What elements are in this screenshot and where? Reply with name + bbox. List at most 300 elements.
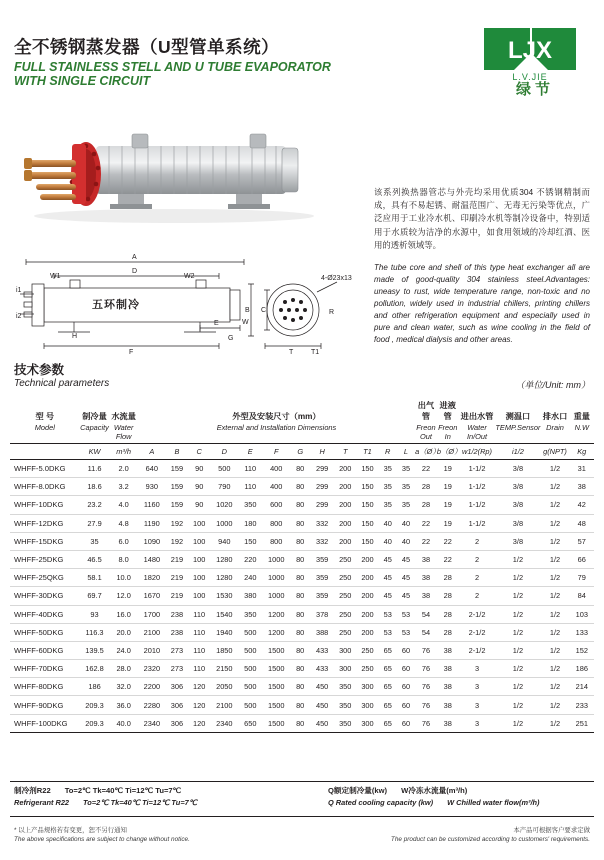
cell-value: 159: [166, 460, 188, 478]
note-refrigerant-cn: 制冷剂R22: [14, 786, 51, 795]
table-row: [10, 641, 594, 659]
cell-value: 1/2: [540, 714, 569, 732]
cell-model: WHFF-40DKG: [10, 605, 80, 623]
cell-value: 150: [356, 532, 378, 550]
cell-value: 306: [166, 678, 188, 696]
cell-value: 2-1/2: [459, 623, 496, 641]
cell-value: 20.0: [109, 623, 137, 641]
group-header-tempsensor-en: TEMP.Sensor: [495, 423, 541, 432]
cell-value: 3/8: [495, 532, 540, 550]
sub-header-a: A: [138, 444, 166, 460]
cell-value: 1190: [138, 514, 166, 532]
cell-value: 3: [459, 714, 496, 732]
cell-value: 350: [334, 714, 356, 732]
cell-model: WHFF-60DKG: [10, 641, 80, 659]
description-cn: 该系列换热器管芯与外壳均采用优质304 不锈钢精制而成，具有不易起锈、耐温范围广、无毒无污染等优点，广泛应用于工业冷水机、印刷冷水机等制冷设备中，特别适用于水质较为洁净的水源中，如食用领域的冷却红酒、医用的透析领域等。: [374, 187, 590, 250]
note-right-en: [328, 798, 540, 807]
cell-value: 332: [310, 532, 334, 550]
cell-value: 1/2: [540, 678, 569, 696]
cell-model: WHFF-80DKG: [10, 678, 80, 696]
cell-value: 76: [415, 641, 437, 659]
page-subtitle: [14, 60, 374, 88]
cell-value: 433: [310, 660, 334, 678]
cell-value: 200: [334, 514, 356, 532]
group-header-weight-en: N.W: [574, 423, 589, 432]
disclaimer-right: [350, 826, 590, 844]
cell-value: 19: [437, 460, 459, 478]
sub-header-a-dia: a（Ø）: [415, 444, 437, 460]
cell-model: WHFF-70DKG: [10, 660, 80, 678]
product-photo: [14, 108, 354, 238]
cell-value: 250: [334, 569, 356, 587]
page-subtitle-line1: FULL STAINLESS STELL AND U TUBE EVAPORATOR: [14, 60, 331, 74]
cell-value: 2010: [138, 641, 166, 659]
cell-value: 139.5: [80, 641, 110, 659]
cell-value: 28.0: [109, 660, 137, 678]
cell-value: 2340: [138, 714, 166, 732]
note-refrigerant-en: Refrigerant R22: [14, 798, 70, 807]
cell-value: 1-1/2: [459, 496, 496, 514]
cell-value: 23.2: [80, 496, 110, 514]
cell-value: 1200: [262, 605, 290, 623]
svg-text:W: W: [242, 319, 249, 326]
cell-value: 28: [437, 623, 459, 641]
tech-params-heading-cn: 技术参数: [14, 363, 65, 377]
cell-value: 28: [415, 478, 437, 496]
cell-value: 306: [166, 714, 188, 732]
cell-value: 200: [334, 532, 356, 550]
cell-value: 3/8: [495, 478, 540, 496]
cell-value: 150: [356, 460, 378, 478]
cell-value: 60: [397, 660, 415, 678]
cell-value: 32.0: [109, 678, 137, 696]
sub-header-m3h: m³/h: [109, 444, 137, 460]
cell-value: 58.1: [80, 569, 110, 587]
sub-header-blank: [10, 444, 80, 460]
svg-text:T1: T1: [311, 349, 320, 356]
cell-value: 11.6: [80, 460, 110, 478]
group-header-waterinout-cn: 进出水管: [460, 412, 494, 421]
cell-value: 1/2: [495, 696, 540, 714]
cell-value: 1500: [262, 641, 290, 659]
svg-text:B: B: [245, 307, 250, 314]
page-subtitle-line2: WITH SINGLE CIRCUIT: [14, 74, 151, 88]
cell-value: 180: [238, 514, 262, 532]
cell-value: 1/2: [540, 496, 569, 514]
dimension-drawing-end: [245, 268, 355, 358]
table-row: [10, 660, 594, 678]
cell-value: 200: [356, 605, 378, 623]
cell-value: 45: [397, 587, 415, 605]
cell-value: 238: [166, 605, 188, 623]
cell-value: 38: [437, 714, 459, 732]
cell-value: 120: [188, 696, 210, 714]
cell-value: 8.0: [109, 550, 137, 568]
cell-value: 16.0: [109, 605, 137, 623]
cell-value: 60: [397, 714, 415, 732]
table-row: [10, 623, 594, 641]
cell-value: 1000: [210, 514, 238, 532]
cell-value: 500: [238, 641, 262, 659]
cell-value: 1000: [262, 550, 290, 568]
cell-value: 31: [570, 460, 594, 478]
cell-value: 65: [379, 714, 397, 732]
cell-value: 150: [238, 532, 262, 550]
table-row: [10, 478, 594, 496]
cell-value: 6.0: [109, 532, 137, 550]
cell-value: 1/2: [495, 587, 540, 605]
cell-value: 1/2: [495, 569, 540, 587]
cell-value: 38: [570, 478, 594, 496]
cell-value: 38: [415, 569, 437, 587]
cell-model: WHFF-5.0DKG: [10, 460, 80, 478]
cell-value: 350: [334, 678, 356, 696]
cell-value: 38: [415, 550, 437, 568]
cell-value: 273: [166, 641, 188, 659]
cell-value: 3.2: [109, 478, 137, 496]
cell-value: 1-1/2: [459, 514, 496, 532]
cell-value: 80: [290, 514, 310, 532]
group-header-capacity-cn: 制冷量: [82, 412, 107, 421]
svg-text:W2: W2: [184, 273, 195, 280]
cell-value: 450: [310, 696, 334, 714]
cell-value: 300: [356, 678, 378, 696]
cell-value: 100: [188, 550, 210, 568]
sub-header-r: R: [379, 444, 397, 460]
cell-value: 66: [570, 550, 594, 568]
cell-value: 250: [356, 660, 378, 678]
cell-value: 38: [437, 641, 459, 659]
cell-value: 200: [356, 569, 378, 587]
svg-text:D: D: [132, 268, 138, 275]
cell-value: 299: [310, 460, 334, 478]
cell-value: 500: [238, 696, 262, 714]
cell-value: 38: [437, 678, 459, 696]
cell-value: 110: [188, 605, 210, 623]
cell-value: 2: [459, 532, 496, 550]
cell-value: 35: [397, 496, 415, 514]
cell-value: 1/2: [540, 550, 569, 568]
group-header-dimensions-cn: 外型及安装尺寸（mm）: [232, 412, 321, 421]
cell-value: 800: [262, 514, 290, 532]
cell-value: 42: [570, 496, 594, 514]
cell-value: 65: [379, 678, 397, 696]
cell-value: 650: [238, 714, 262, 732]
cell-value: 1/2: [495, 605, 540, 623]
table-row: [10, 605, 594, 623]
group-header-waterflow-cn: 水流量: [111, 412, 136, 421]
svg-text:L.V.JIE: L.V.JIE: [512, 72, 548, 82]
cell-value: 200: [334, 496, 356, 514]
cell-value: 159: [166, 478, 188, 496]
cell-value: 28: [437, 587, 459, 605]
svg-text:LJX: LJX: [507, 37, 553, 64]
cell-value: 12.0: [109, 587, 137, 605]
cell-value: 1820: [138, 569, 166, 587]
cell-value: 1850: [210, 641, 238, 659]
cell-value: 1/2: [495, 623, 540, 641]
cell-value: 120: [188, 714, 210, 732]
cell-value: 80: [290, 569, 310, 587]
disclaimer-right-en: The product can be customized according to customers' requirements.: [390, 836, 590, 843]
cell-value: 250: [334, 550, 356, 568]
note-right-cn: [328, 785, 467, 796]
cell-value: 110: [188, 660, 210, 678]
specifications-table: [10, 400, 594, 733]
svg-text:i1: i1: [16, 287, 22, 294]
table-row: [10, 714, 594, 732]
cell-value: 19: [437, 514, 459, 532]
cell-value: 40: [397, 532, 415, 550]
cell-value: 76: [415, 714, 437, 732]
svg-text:T: T: [289, 349, 294, 356]
cell-value: 53: [379, 623, 397, 641]
cell-value: 162.8: [80, 660, 110, 678]
cell-value: 1280: [210, 550, 238, 568]
cell-value: 209.3: [80, 714, 110, 732]
table-row: [10, 532, 594, 550]
cell-value: 332: [310, 514, 334, 532]
sub-header-l: L: [397, 444, 415, 460]
cell-value: 238: [166, 623, 188, 641]
cell-value: 790: [210, 478, 238, 496]
cell-value: 1500: [262, 696, 290, 714]
cell-value: 273: [166, 660, 188, 678]
cell-value: 80: [290, 478, 310, 496]
cell-value: 45: [397, 569, 415, 587]
conditions-note: [10, 781, 594, 817]
cell-value: 10.0: [109, 569, 137, 587]
cell-value: 2: [459, 550, 496, 568]
sub-header-i12: i1/2: [495, 444, 540, 460]
cell-value: 220: [238, 550, 262, 568]
cell-value: 240: [238, 569, 262, 587]
cell-value: 250: [334, 605, 356, 623]
cell-model: WHFF-8.0DKG: [10, 478, 80, 496]
cell-value: 1500: [262, 714, 290, 732]
cell-value: 500: [238, 623, 262, 641]
note-left-cn: [14, 785, 181, 796]
cell-value: 1500: [262, 678, 290, 696]
cell-value: 54: [415, 623, 437, 641]
cell-value: 3/8: [495, 460, 540, 478]
table-row: [10, 550, 594, 568]
cell-value: 359: [310, 569, 334, 587]
cell-value: 80: [290, 532, 310, 550]
group-header-freonout-en: Freon Out: [416, 423, 436, 441]
group-header-weight-cn: 重量: [573, 412, 590, 421]
cell-value: 640: [138, 460, 166, 478]
cell-value: 1/2: [540, 587, 569, 605]
cell-value: 28: [437, 569, 459, 587]
cell-value: 2340: [210, 714, 238, 732]
sub-header-e: E: [238, 444, 262, 460]
cell-value: 116.3: [80, 623, 110, 641]
table-row: [10, 460, 594, 478]
cell-value: 200: [356, 550, 378, 568]
cell-value: 378: [310, 605, 334, 623]
cell-value: 400: [262, 478, 290, 496]
cell-value: 19: [437, 478, 459, 496]
group-header-model-en: Model: [34, 423, 55, 432]
note-conditions-en: To=2℃ Tk=40℃ Ti=12℃ Tu=7℃: [83, 798, 198, 807]
cell-value: 940: [210, 532, 238, 550]
cell-value: 24.0: [109, 641, 137, 659]
cell-value: 1480: [138, 550, 166, 568]
cell-value: 219: [166, 587, 188, 605]
header-row-en: [10, 423, 594, 444]
cell-value: 22: [415, 460, 437, 478]
cell-value: 53: [379, 605, 397, 623]
sub-header-kw: KW: [80, 444, 110, 460]
cell-value: 1000: [262, 587, 290, 605]
group-header-freonin-en: Freon In: [438, 423, 458, 441]
cell-value: 500: [238, 660, 262, 678]
cell-model: WHFF-25QKG: [10, 569, 80, 587]
cell-value: 433: [310, 641, 334, 659]
cell-value: 100: [188, 569, 210, 587]
cell-value: 4.0: [109, 496, 137, 514]
page-header: [0, 0, 604, 108]
cell-value: 300: [356, 714, 378, 732]
cell-value: 100: [188, 587, 210, 605]
cell-value: 80: [290, 587, 310, 605]
cell-value: 54: [415, 605, 437, 623]
cell-value: 35: [397, 478, 415, 496]
table-row: [10, 587, 594, 605]
cell-value: 90: [188, 460, 210, 478]
cell-value: 40: [379, 514, 397, 532]
cell-value: 3/8: [495, 514, 540, 532]
cell-value: 36.0: [109, 696, 137, 714]
cell-value: 150: [356, 514, 378, 532]
svg-text:C: C: [261, 307, 267, 314]
cell-value: 76: [415, 696, 437, 714]
cell-value: 1/2: [495, 550, 540, 568]
cell-model: WHFF-90DKG: [10, 696, 80, 714]
cell-value: 200: [356, 587, 378, 605]
cell-value: 306: [166, 696, 188, 714]
cell-model: WHFF-12DKG: [10, 514, 80, 532]
note-flow-cn: W冷冻水流量(m³/h): [401, 786, 468, 795]
cell-value: 65: [379, 696, 397, 714]
note-flow-en: W Chilled water flow(m³/h): [447, 798, 540, 807]
cell-value: 27.9: [80, 514, 110, 532]
group-header-freonout-cn: 出气管: [417, 401, 435, 421]
cell-value: 1/2: [540, 605, 569, 623]
drawing-brand-label: 五环制冷: [92, 299, 140, 311]
cell-value: 450: [310, 714, 334, 732]
cell-value: 1280: [210, 569, 238, 587]
cell-value: 35: [80, 532, 110, 550]
cell-model: WHFF-15DKG: [10, 532, 80, 550]
cell-value: 3: [459, 660, 496, 678]
cell-value: 90: [188, 478, 210, 496]
cell-value: 152: [570, 641, 594, 659]
cell-value: 53: [397, 623, 415, 641]
disclaimer-left-en: The above specifications are subject to change without notice.: [14, 836, 190, 843]
cell-value: 80: [290, 678, 310, 696]
cell-value: 22: [415, 514, 437, 532]
cell-value: 35: [379, 460, 397, 478]
cell-value: 250: [334, 623, 356, 641]
cell-value: 80: [290, 623, 310, 641]
cell-value: 1940: [210, 623, 238, 641]
table-row: [10, 514, 594, 532]
cell-value: 80: [290, 550, 310, 568]
cell-value: 300: [334, 641, 356, 659]
cell-value: 80: [290, 660, 310, 678]
cell-value: 159: [166, 496, 188, 514]
cell-value: 1/2: [540, 641, 569, 659]
cell-value: 214: [570, 678, 594, 696]
logo-brand-cn: 绿节: [515, 81, 554, 98]
cell-value: 45: [379, 550, 397, 568]
cell-value: 110: [188, 623, 210, 641]
cell-value: 500: [210, 460, 238, 478]
cell-value: 1540: [210, 605, 238, 623]
cell-value: 1500: [262, 660, 290, 678]
sub-header-t: T: [334, 444, 356, 460]
table-row: [10, 569, 594, 587]
cell-value: 110: [238, 460, 262, 478]
cell-value: 93: [80, 605, 110, 623]
cell-value: 4.8: [109, 514, 137, 532]
note-left-en: [14, 798, 197, 807]
cell-value: 38: [415, 587, 437, 605]
cell-value: 209.3: [80, 696, 110, 714]
svg-text:A: A: [132, 254, 137, 261]
cell-value: 84: [570, 587, 594, 605]
cell-value: 1200: [262, 623, 290, 641]
sub-header-c: C: [188, 444, 210, 460]
cell-value: 90: [188, 496, 210, 514]
cell-value: 1/2: [540, 696, 569, 714]
cell-value: 219: [166, 550, 188, 568]
cell-value: 35: [397, 460, 415, 478]
svg-text:G: G: [228, 335, 234, 342]
cell-value: 350: [238, 496, 262, 514]
cell-value: 1/2: [540, 514, 569, 532]
sub-header-h: H: [310, 444, 334, 460]
svg-text:W1: W1: [50, 273, 61, 280]
cell-value: 80: [290, 496, 310, 514]
cell-value: 38: [437, 660, 459, 678]
cell-value: 53: [397, 605, 415, 623]
cell-value: 35: [379, 478, 397, 496]
sub-header-t1: T1: [356, 444, 378, 460]
group-header-model-cn: 型 号: [35, 412, 55, 421]
note-capacity-en: Q Rated cooling capacity (kw): [328, 798, 434, 807]
cell-value: 133: [570, 623, 594, 641]
cell-value: 186: [80, 678, 110, 696]
cell-value: 186: [570, 660, 594, 678]
cell-value: 19: [437, 496, 459, 514]
svg-text:F: F: [129, 349, 134, 356]
cell-value: 46.5: [80, 550, 110, 568]
cell-value: 1670: [138, 587, 166, 605]
cell-value: 388: [310, 623, 334, 641]
page-title: 全不锈钢蒸发器（U型管单系统）: [14, 37, 280, 57]
cell-value: 40: [379, 532, 397, 550]
cell-value: 48: [570, 514, 594, 532]
cell-value: 800: [262, 532, 290, 550]
svg-text:R: R: [329, 309, 335, 316]
spec-table: [10, 400, 594, 733]
group-header-waterflow-en: Water Flow: [113, 423, 134, 441]
cell-value: 192: [166, 532, 188, 550]
cell-value: 450: [310, 678, 334, 696]
